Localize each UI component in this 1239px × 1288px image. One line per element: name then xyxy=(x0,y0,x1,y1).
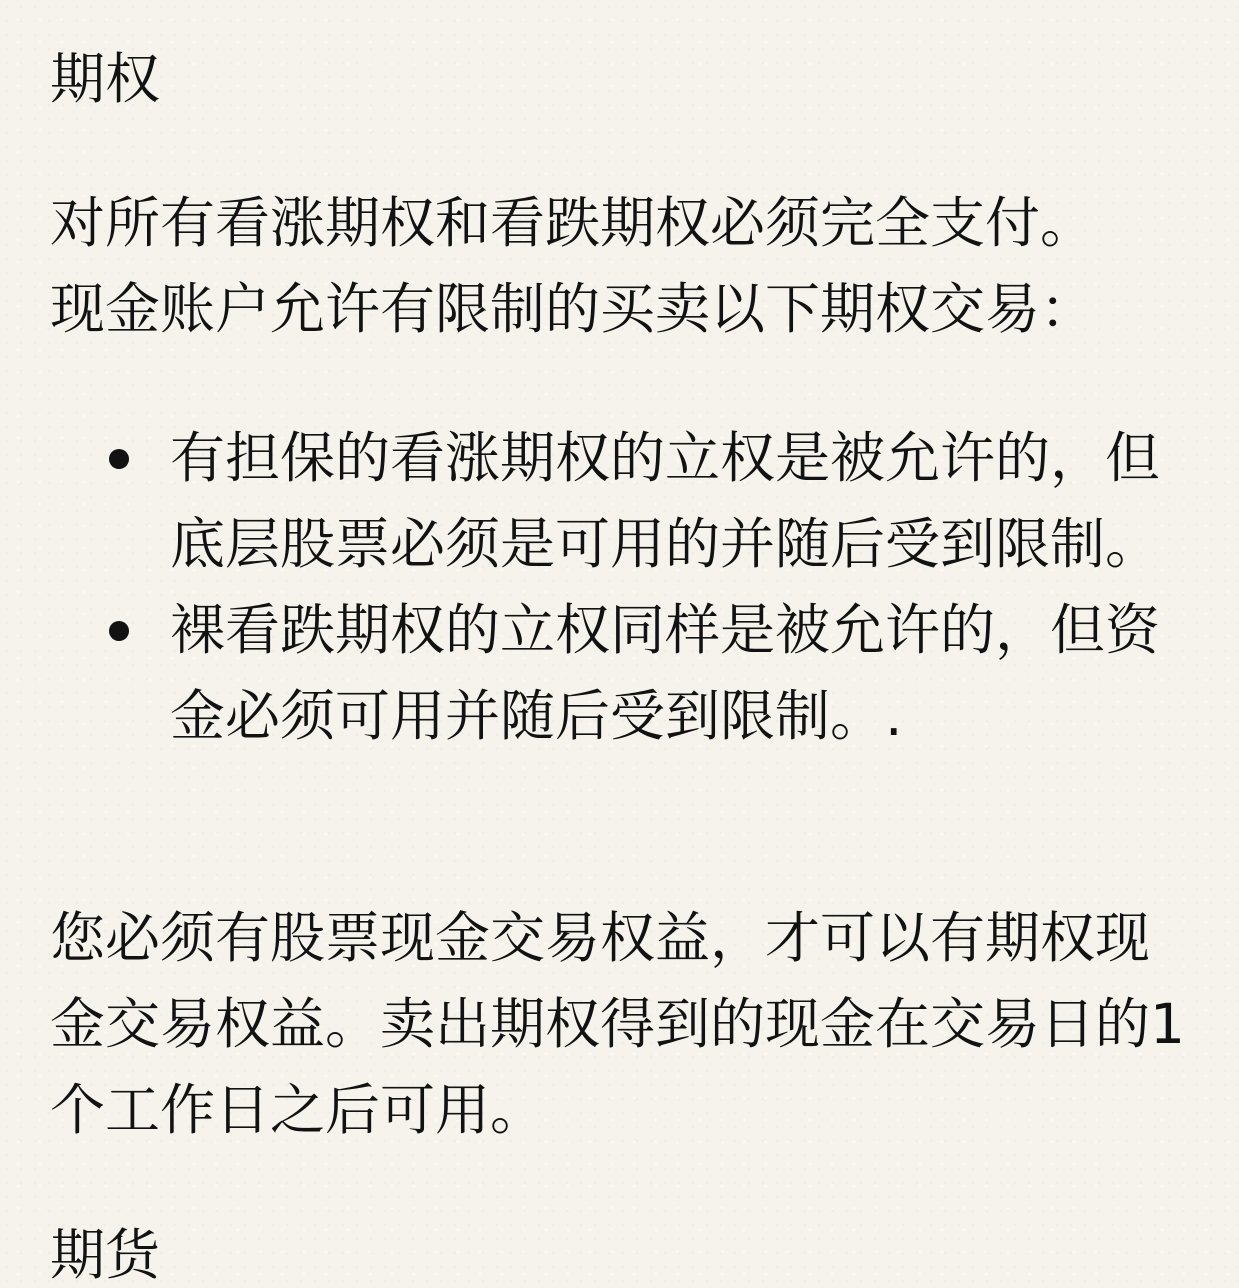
bullet-item xyxy=(50,415,1200,587)
bullet-icon xyxy=(109,449,129,469)
bullet-item xyxy=(50,587,1200,759)
bullet-icon xyxy=(109,621,129,641)
intro-line: 对所有看涨期权和看跌期权必须完全支付。 xyxy=(50,191,1096,255)
closing-paragraph: 您必须有股票现金交易权益，才可以有期权现金交易权益。卖出期权得到的现金在交易日的1个工作日之后可用。 xyxy=(50,906,1185,1142)
bullet-text: 裸看跌期权的立权同样是被允许的，但资金必须可用并随后受到限制。. xyxy=(170,598,1161,748)
intro-paragraph xyxy=(50,180,1200,352)
intro-line: 现金账户允许有限制的买卖以下期权交易： xyxy=(50,277,1096,341)
options-bullet-list xyxy=(50,415,1200,759)
bullet-text: 有担保的看涨期权的立权是被允许的，但底层股票必须是可用的并随后受到限制。 xyxy=(170,426,1161,576)
section-heading: 期权 xyxy=(50,47,161,111)
next-section-heading: 期货 xyxy=(50,1223,161,1287)
